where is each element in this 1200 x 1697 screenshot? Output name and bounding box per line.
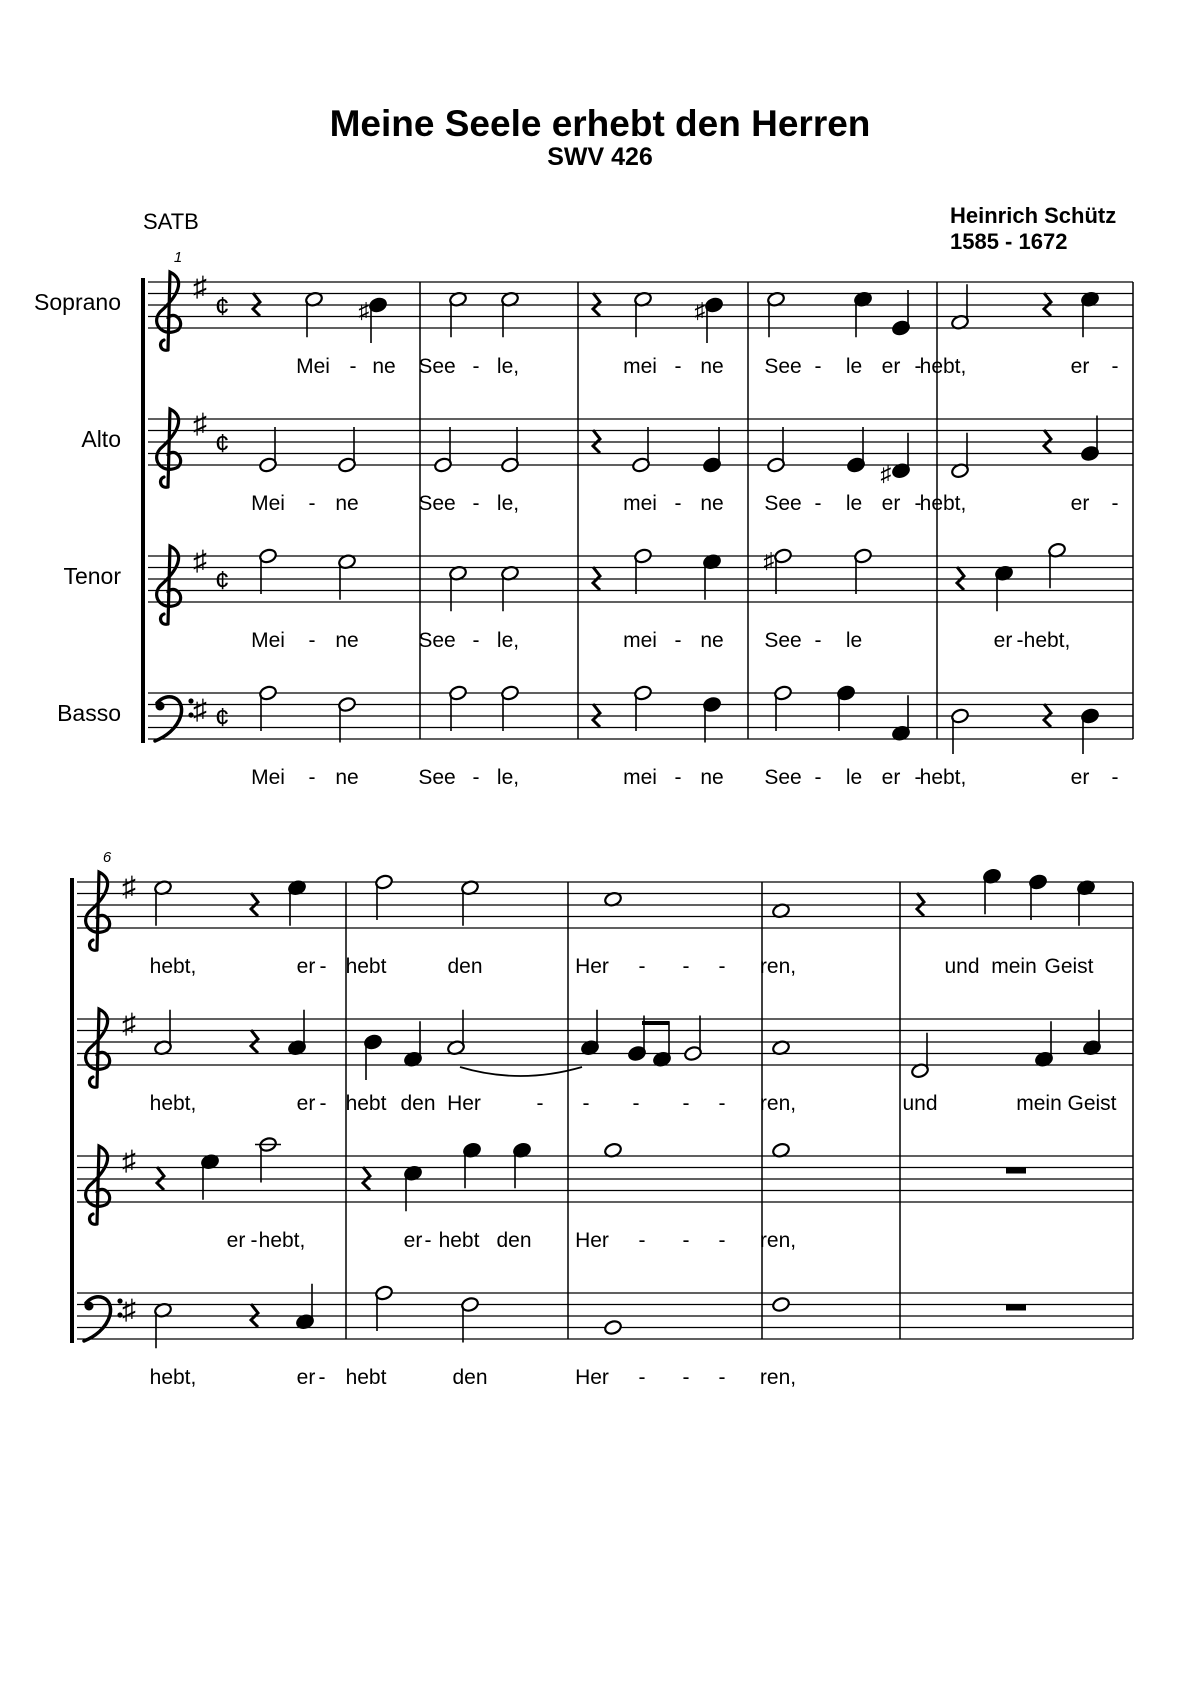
lyric-syllable: - [674,492,682,515]
lyric-syllable: - [814,629,822,652]
note-whole [603,1319,622,1335]
treble-clef [157,546,181,624]
system-bracket [141,278,145,743]
accidental-sharp: ♯ [694,298,706,323]
treble-clef-path [157,546,181,624]
key-signature-sharp: ♯ [122,1294,136,1325]
time-signature: ¢ [215,702,230,732]
lyric-syllable: - [318,1366,326,1389]
lyric-syllable: er [296,1092,316,1115]
key-signature-sharp: ♯ [122,1008,136,1039]
lyric-syllable: - [1111,355,1119,378]
lyric-syllable: er [296,1366,316,1389]
lyric-syllable: ne [700,492,724,515]
lyric-syllable: le, [496,492,520,515]
lyric-syllable: - [674,355,682,378]
bass-clef [155,697,194,741]
lyric-syllable: - [914,355,922,378]
lyric-syllable: See [764,355,802,378]
lyric-syllable: Mei [296,355,330,378]
lyric-syllable: - [308,492,316,515]
bass-clef [84,1297,123,1341]
lyric-syllable: - [914,766,922,789]
lyric-syllable: - [814,766,822,789]
lyric-syllable: - [718,1366,726,1389]
lyric-syllable: See [764,492,802,515]
note-whole [771,1296,790,1312]
treble-clef-path [157,409,181,487]
key-signature-sharp: ♯ [193,408,207,439]
lyric-syllable: mein [991,955,1037,978]
lyric-syllable: und [902,1092,938,1115]
treble-clef [157,409,181,487]
instrumentation-label: SATB [143,209,199,234]
notehead [771,1296,790,1312]
lyric-syllable: mei [623,492,657,515]
lyric-syllable: - [814,492,822,515]
lyric-syllable: Geist [1067,1092,1117,1115]
key-signature-sharp: ♯ [193,545,207,576]
lyric-syllable: Her [447,1092,481,1115]
lyric-syllable: er [881,766,901,789]
lyric-syllable: hebt, [919,355,967,378]
lyric-syllable: Mei [251,492,285,515]
lyric-syllable: - [632,1092,640,1115]
key-signature-sharp: ♯ [122,871,136,902]
lyric-syllable: hebt, [149,1092,197,1115]
lyric-syllable: See [764,629,802,652]
lyric-syllable: - [682,1229,690,1252]
lyric-syllable: le, [496,629,520,652]
accidental-sharp: ♯ [880,461,892,486]
slur [460,1067,582,1076]
composer-dates: 1585 - 1672 [950,229,1068,254]
lyric-syllable: mei [623,355,657,378]
lyric-syllable: ne [335,766,359,789]
treble-clef-path [86,872,110,950]
lyric-syllable: hebt [345,1092,387,1115]
lyric-syllable: mei [623,766,657,789]
lyric-syllable: ne [372,355,396,378]
lyric-syllable: Mei [251,629,285,652]
lyric-syllable: ren, [759,1229,797,1252]
accidental-sharp: ♯ [358,298,370,323]
time-signature: ¢ [215,565,230,595]
part-name: Basso [57,700,121,726]
lyric-syllable: - [682,955,690,978]
bass-clef-dot [156,702,165,711]
lyric-syllable: ne [700,355,724,378]
lyric-syllable: er [403,1229,423,1252]
treble-clef-path [86,1146,110,1224]
key-signature-sharp: ♯ [193,694,207,725]
note-beam [642,1021,669,1025]
lyric-syllable: hebt, [149,1366,197,1389]
accidental-sharp: ♯ [763,548,775,573]
lyric-syllable: le, [496,355,520,378]
lyric-syllable: ren, [759,1366,797,1389]
treble-clef-path [157,272,181,350]
lyric-syllable: Her [575,1366,609,1389]
lyric-syllable: - [349,355,357,378]
lyric-syllable: - [424,1229,432,1252]
lyric-syllable: le [845,492,863,515]
lyric-syllable: hebt, [149,955,197,978]
lyric-syllable: den [447,955,483,978]
lyric-syllable: - [1111,766,1119,789]
lyric-syllable: - [718,1092,726,1115]
lyric-syllable: hebt, [919,766,967,789]
lyric-syllable: hebt [438,1229,480,1252]
time-signature: ¢ [215,291,230,321]
lyric-syllable: - [308,629,316,652]
lyric-syllable: See [418,629,456,652]
lyric-syllable: - [308,766,316,789]
lyric-syllable: ren, [759,955,797,978]
time-signature: ¢ [215,428,230,458]
lyric-syllable: den [496,1229,532,1252]
lyric-syllable: hebt [345,955,387,978]
lyric-syllable: mei [623,629,657,652]
lyric-syllable: mein [1016,1092,1062,1115]
lyric-syllable: - [536,1092,544,1115]
whole-rest [1006,1168,1026,1174]
lyric-syllable: ne [335,492,359,515]
whole-rest [1006,1305,1026,1311]
measure-number: 6 [102,849,112,866]
lyric-syllable: ne [335,629,359,652]
lyric-syllable: hebt, [919,492,967,515]
lyric-syllable: er [993,629,1013,652]
lyric-syllable: - [319,955,327,978]
lyric-syllable: - [250,1229,258,1252]
lyric-syllable: ren, [759,1092,797,1115]
lyric-syllable: Mei [251,766,285,789]
lyric-syllable: er [1070,492,1090,515]
key-signature-sharp: ♯ [193,271,207,302]
measure-number: 1 [173,249,183,266]
treble-clef [157,272,181,350]
lyric-syllable: er [226,1229,246,1252]
lyric-syllable: - [718,955,726,978]
lyric-syllable: er [1070,355,1090,378]
treble-clef [86,872,110,950]
lyric-syllable: - [582,1092,590,1115]
lyric-syllable: - [319,1092,327,1115]
treble-clef [86,1009,110,1087]
key-signature-sharp: ♯ [122,1145,136,1176]
lyric-syllable: Geist [1044,955,1094,978]
lyric-syllable: hebt, [1023,629,1071,652]
lyric-syllable: er [881,355,901,378]
lyric-syllable: ne [700,766,724,789]
lyric-syllable: er [881,492,901,515]
lyric-syllable: hebt [345,1366,387,1389]
lyric-syllable: - [638,1366,646,1389]
lyric-syllable: - [814,355,822,378]
bass-clef-dot [85,1302,94,1311]
lyric-syllable: Her [575,1229,609,1252]
system-bracket [70,878,74,1343]
lyric-syllable: den [400,1092,436,1115]
lyric-syllable: le [845,355,863,378]
treble-clef-path [86,1009,110,1087]
lyric-syllable: hebt, [258,1229,306,1252]
lyric-syllable: See [764,766,802,789]
lyric-syllable: er [1070,766,1090,789]
lyric-syllable: - [472,355,480,378]
treble-clef [86,1146,110,1224]
lyric-syllable: See [418,766,456,789]
lyric-syllable: - [472,492,480,515]
lyric-syllable: - [1016,629,1024,652]
lyric-syllable: - [472,629,480,652]
lyric-syllable: - [682,1092,690,1115]
score-subtitle: SWV 426 [547,143,653,171]
lyric-syllable: - [682,1366,690,1389]
lyric-syllable: - [718,1229,726,1252]
lyric-syllable: - [914,492,922,515]
lyric-syllable: den [452,1366,488,1389]
lyric-syllable: le [845,766,863,789]
lyric-syllable: See [418,492,456,515]
lyric-syllable: - [1111,492,1119,515]
lyric-syllable: - [638,955,646,978]
part-name: Soprano [34,289,121,315]
lyric-syllable: le [845,629,863,652]
part-name: Tenor [63,563,121,589]
lyric-syllable: - [472,766,480,789]
lyric-syllable: - [674,766,682,789]
lyric-syllable: ne [700,629,724,652]
lyric-syllable: er [296,955,316,978]
notehead [603,1319,622,1335]
lyric-syllable: le, [496,766,520,789]
lyric-syllable: und [944,955,980,978]
lyric-syllable: - [674,629,682,652]
lyric-syllable: Her [575,955,609,978]
composer-name: Heinrich Schütz [950,203,1117,228]
score-title: Meine Seele erhebt den Herren [329,103,871,144]
lyric-syllable: - [638,1229,646,1252]
lyric-syllable: See [418,355,456,378]
part-name: Alto [81,426,121,452]
